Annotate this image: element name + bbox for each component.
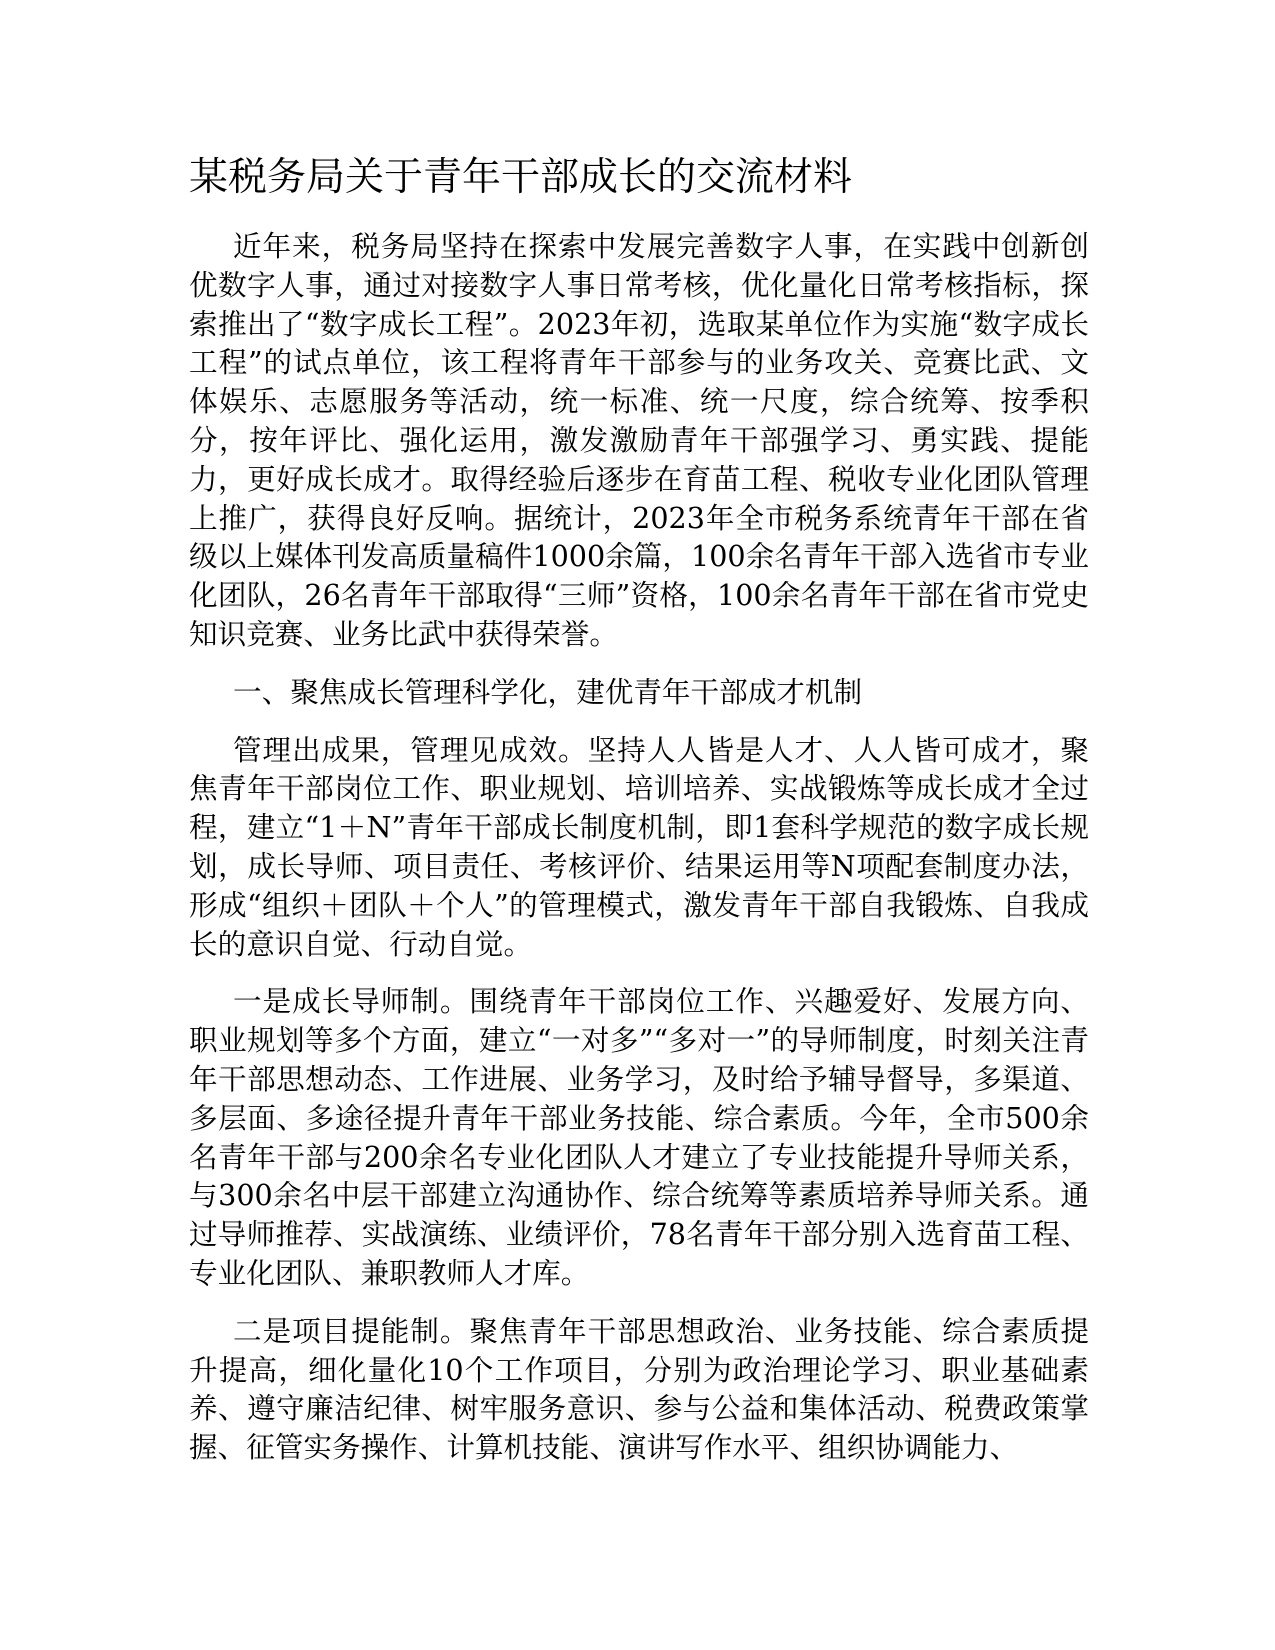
section-heading-1: 一、聚焦成长管理科学化，建优青年干部成才机制 bbox=[233, 674, 863, 709]
document-body bbox=[189, 227, 1089, 1486]
paragraph-intro: 近年来，税务局坚持在探索中发展完善数字人事，在实践中创新创优数字人事，通过对接数字人事日常考核，优化量化日常考核指标，探索推出了“数字成长工程”。2023年初，选取某单位作为实施“数字成长工程”的试点单位，该工程将青年干部参与的业务攻关、竞赛比武、文体娱乐、志愿服务等活动，统一标准、统一尺度，综合统筹、按季积分，按年评比、强化运用，激发激励青年干部强学习、勇实践、提能力，更好成长成才。取得经验后逐步在育苗工程、税收专业化团队管理上推广，获得良好反响。据统计，2023年全市税务系统青年干部在省级以上媒体刊发高质量稿件1000余篇，100余名青年干部入选省市专业化团队，26名青年干部取得“三师”资格，100余名青年干部在省市党史知识竞赛、业务比武中获得荣誉。 bbox=[189, 229, 1089, 651]
paragraph-mentor-system: 一是成长导师制。围绕青年干部岗位工作、兴趣爱好、发展方向、职业规划等多个方面，建立“一对多”“多对一”的导师制度，时刻关注青年干部思想动态、工作进展、业务学习，及时给予辅导督导，多渠道、多层面、多途径提升青年干部业务技能、综合素质。今年，全市500余名青年干部与200余名专业化团队人才建立了专业技能提升导师关系，与300余名中层干部建立沟通协作、综合统筹等素质培养导师关系。通过导师推荐、实战演练、业绩评价，78名青年干部分别入选育苗工程、专业化团队、兼职教师人才库。 bbox=[189, 984, 1089, 1290]
document-title: 某税务局关于青年干部成长的交流材料 bbox=[189, 155, 853, 200]
paragraph-management: 管理出成果，管理见成效。坚持人人皆是人才、人人皆可成才，聚焦青年干部岗位工作、职业规划、培训培养、实战锻炼等成长成才全过程，建立“1＋N”青年干部成长制度机制，即1套科学规范的数字成长规划，成长导师、项目责任、考核评价、结果运用等N项配套制度办法，形成“组织＋团队＋个人”的管理模式，激发青年干部自我锻炼、自我成长的意识自觉、行动自觉。 bbox=[189, 732, 1089, 961]
paragraph-project-system: 二是项目提能制。聚焦青年干部思想政治、业务技能、综合素质提升提高，细化量化10个工作项目，分别为政治理论学习、职业基础素养、遵守廉洁纪律、树牢服务意识、参与公益和集体活动、税费政策掌握、征管实务操作、计算机技能、演讲写作水平、组织协调能力、 bbox=[189, 1313, 1089, 1465]
